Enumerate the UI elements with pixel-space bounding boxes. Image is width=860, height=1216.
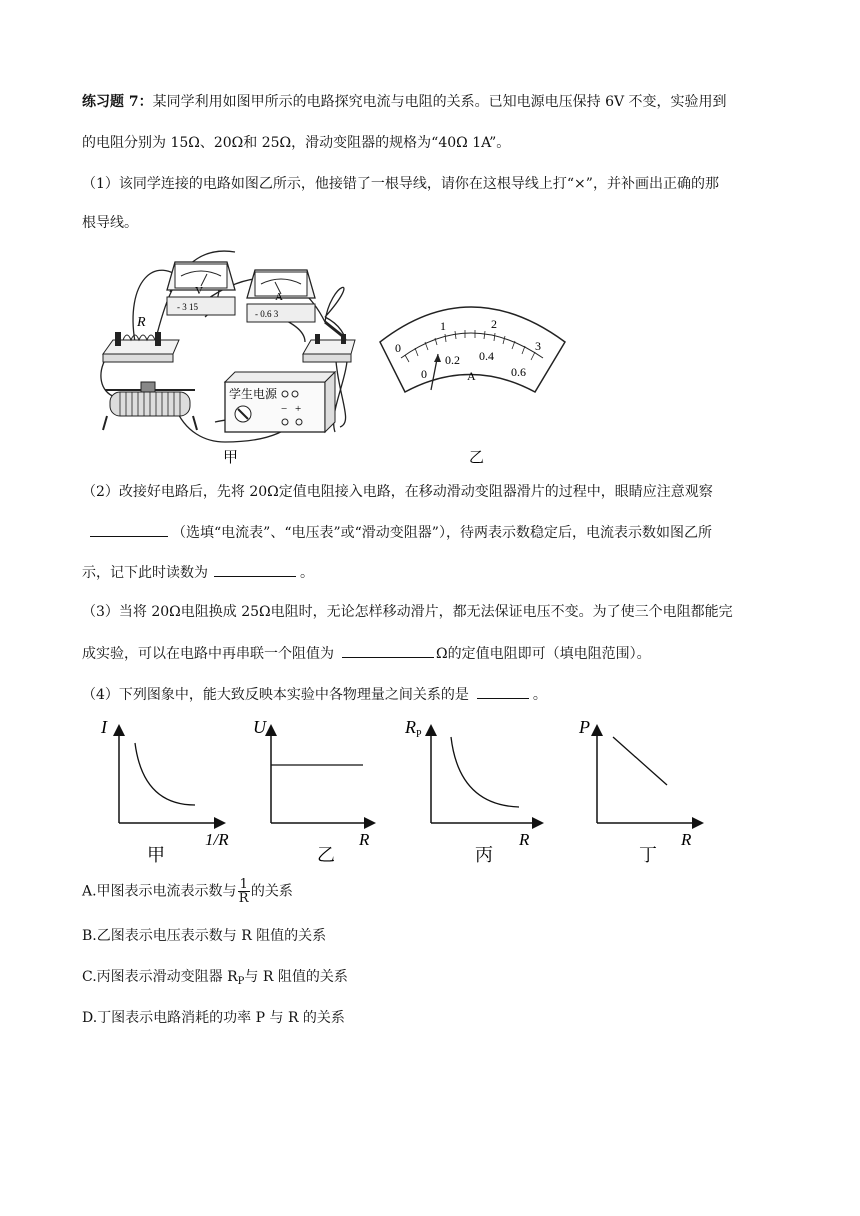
voltmeter-terminals: - 3 15 (177, 302, 198, 312)
option-a[interactable]: A.甲图表示电流表示数与 $\frac{1}{R}$ 的关系 (82, 877, 293, 906)
meter-bottom-2: 0.4 (479, 349, 494, 363)
answer-blank-graph[interactable] (477, 684, 529, 699)
graph-ding (578, 717, 701, 865)
option-a-fraction: $\frac{1}{R}$ (238, 877, 249, 906)
graph-jia-ylabel: I (101, 717, 107, 737)
question-label: 练习题 7： (82, 94, 153, 110)
graphs-figure (95, 715, 715, 870)
graph-yi-xlabel: R (359, 830, 370, 849)
graph-bing-xlabel: R (519, 830, 530, 849)
graph-ding-xlabel: R (681, 830, 692, 849)
circuit-caption: 甲 (223, 450, 239, 466)
graph-jia-caption: 甲 (147, 845, 165, 865)
power-supply-label: 学生电源 (229, 387, 278, 401)
meter-top-3: 3 (535, 339, 541, 353)
option-b[interactable]: B.乙图表示电压表示数与 R 阻值的关系 (82, 928, 327, 944)
question-intro-line-1: 练习题 7：某同学利用如图甲所示的电路探究电流与电阻的关系。已知电源电压保持 6V 不变，实验用到 (82, 94, 727, 110)
part2-line-1: （2）改接好电路后，先将 20Ω定值电阻接入电路，在移动滑动变阻器滑片的过程中，眼睛应注意观察 (82, 484, 713, 500)
meter-bottom-3: 0.6 (511, 365, 526, 379)
graph-bing-ylabel: $R_P$ (405, 717, 422, 740)
ammeter-letter: A (275, 291, 283, 303)
part3-line-1: （3）当将 20Ω电阻换成 25Ω电阻时，无论怎样移动滑片，都无法保证电压不变。为了使三个电阻都能完 (82, 604, 733, 620)
resistor-label: R (137, 315, 146, 330)
answer-blank-resistance[interactable] (342, 643, 434, 658)
graph-yi-ylabel: U (253, 717, 266, 737)
graph-yi-caption: 乙 (317, 845, 335, 865)
part2-line-3: 示，记下此时读数为 。 (82, 562, 314, 583)
svg-text:−: − (281, 403, 288, 415)
answer-blank-reading[interactable] (214, 562, 296, 577)
part1-line-1: （1）该同学连接的电路如图乙所示，他接错了一根导线，请你在这根导线上打“×”，并补画出正确的那 (82, 176, 719, 192)
graph-ding-caption: 丁 (639, 845, 657, 865)
meter-caption: 乙 (469, 450, 485, 466)
power-supply (225, 372, 335, 432)
graph-ding-ylabel: P (579, 717, 590, 737)
graph-bing-caption: 丙 (475, 845, 493, 865)
graph-ding-line (613, 737, 667, 785)
part1-line-2: 根导线。 (82, 215, 138, 231)
svg-text:+: + (295, 403, 302, 415)
meter-bottom-0: 0 (421, 367, 427, 381)
graph-bing (404, 717, 541, 865)
meter-top-0: 0 (395, 341, 401, 355)
meter-bottom-1: 0.2 (445, 353, 460, 367)
voltmeter (167, 262, 235, 315)
circuit-figures (95, 242, 575, 470)
ammeter-face (380, 307, 565, 392)
ammeter (247, 270, 315, 322)
graph-jia (100, 717, 229, 865)
part3-line-2: 成实验，可以在电路中再串联一个阻值为 Ω的定值电阻即可（填电阻范围）。 (82, 643, 651, 664)
question-intro-line-2: 的电阻分别为 15Ω、20Ω和 25Ω，滑动变阻器的规格为“40Ω 1A”。 (82, 135, 511, 151)
rheostat (103, 382, 197, 430)
meter-top-1: 1 (440, 319, 446, 333)
graph-yi (253, 717, 373, 865)
graph-jia-xlabel: 1/R (205, 830, 229, 849)
option-c[interactable]: C.丙图表示滑动变阻器 $R_P$与 R 阻值的关系 (82, 969, 348, 987)
part4-line: （4）下列图象中，能大致反映本实验中各物理量之间关系的是 。 (82, 684, 547, 705)
voltmeter-letter: V (195, 285, 203, 297)
graph-jia-curve (135, 743, 195, 805)
part2-line-2: （选填“电流表”、“电压表”或“滑动变阻器”），待两表示数稳定后，电流表示数如图乙所 (82, 522, 712, 543)
ammeter-terminals: - 0.6 3 (255, 309, 279, 319)
meter-top-2: 2 (491, 317, 497, 331)
meter-unit: A (467, 369, 476, 383)
switch (303, 322, 355, 362)
resistor-board (103, 315, 179, 362)
option-d[interactable]: D.丁图表示电路消耗的功率 P 与 R 的关系 (82, 1010, 345, 1026)
graph-bing-curve (451, 737, 519, 807)
answer-blank-observe[interactable] (90, 522, 168, 537)
